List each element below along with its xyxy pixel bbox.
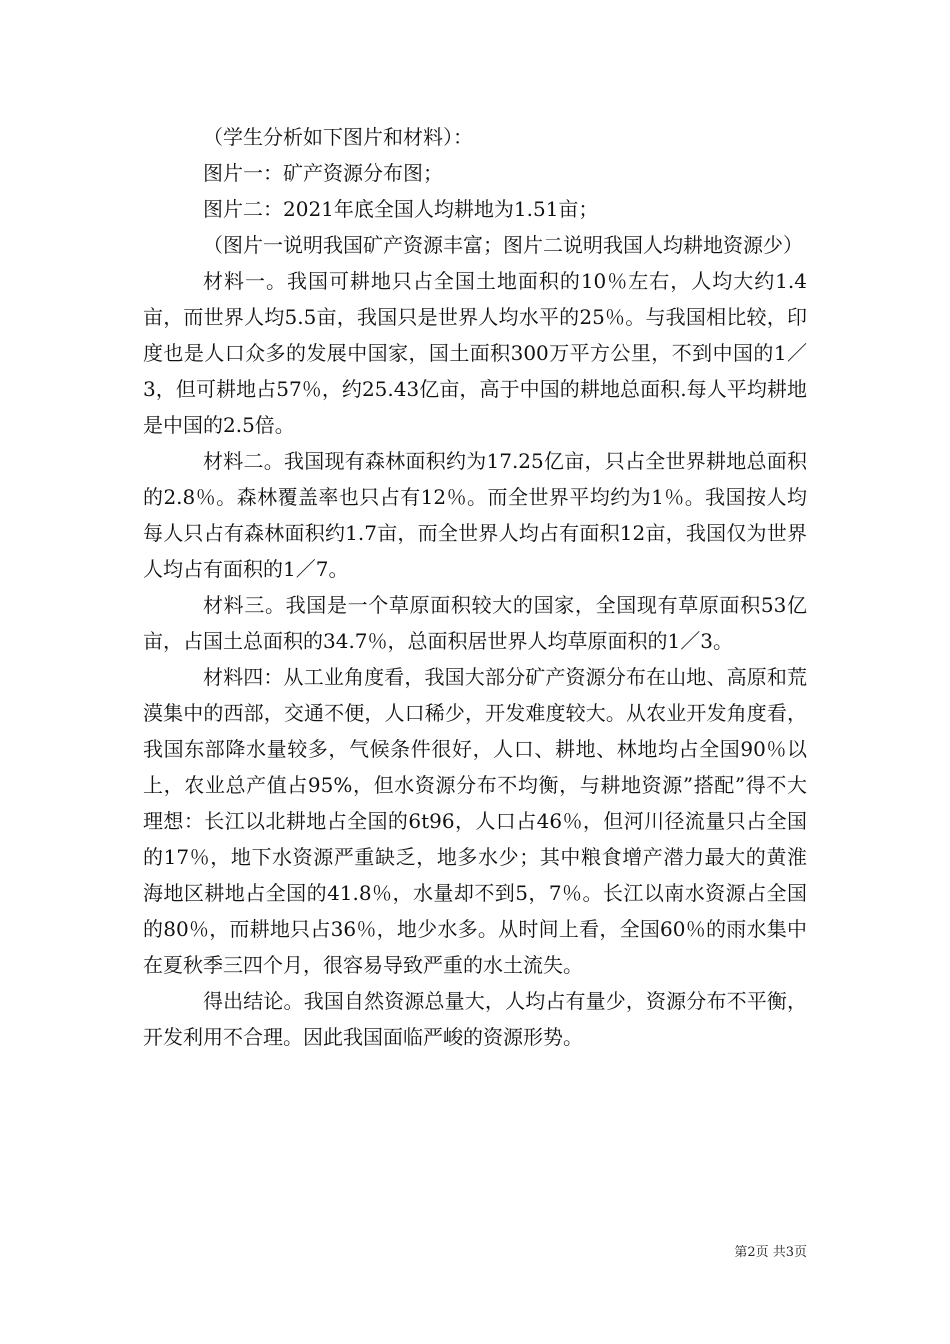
material-three-paragraph: 材料三。我国是一个草原面积较大的国家，全国现有草原面积53亿亩，占国土总面积的34.7％，总面积居世界人均草原面积的1／3。: [143, 593, 807, 653]
intro-paragraph: （学生分析如下图片和材料）：: [203, 125, 473, 149]
picture-explanation-paragraph: （图片一说明我国矿产资源丰富；图片二说明我国人均耕地资源少）: [203, 233, 803, 257]
material-one-paragraph: 材料一。我国可耕地只占全国土地面积的10％左右，人均大约1.4亩，而世界人均5.5亩，我国只是世界人均水平的25％。与我国相比较，印度也是人口众多的发展中国家，国土面积300万平方公里，不到中国的1／3，但可耕地占57％，约25.43亿亩，高于中国的耕地总面积.每人平均耕地是中国的2.5倍。: [143, 269, 807, 437]
document-body: [143, 119, 807, 1055]
material-four-paragraph: 材料四：从工业角度看，我国大部分矿产资源分布在山地、高原和荒漠集中的西部，交通不便，人口稀少，开发难度较大。从农业开发角度看，我国东部降水量较多，气候条件很好，人口、耕地、林地均占全国90％以上，农业总产值占95%，但水资源分布不均衡，与耕地资源”搭配”得不大理想：长江以北耕地占全国的6t96，人口占46％，但河川径流量只占全国的17％，地下水资源严重缺乏，地多水少；其中粮食增产潜力最大的黄淮海地区耕地占全国的41.8％，水量却不到5，7％。长江以南水资源占全国的80％，而耕地只占36％，地少水多。从时间上看，全国60％的雨水集中在夏秋季三四个月，很容易导致严重的水土流失。: [143, 665, 807, 977]
picture-one-paragraph: 图片一：矿产资源分布图；: [203, 161, 443, 185]
material-two-paragraph: 材料二。我国现有森林面积约为17.25亿亩，只占全世界耕地总面积的2.8％。森林覆盖率也只占有12％。而全世界平均约为1％。我国按人均每人只占有森林面积约1.7亩，而全世界人均占有面积12亩，我国仅为世界人均占有面积的1／7。: [143, 449, 807, 581]
picture-two-paragraph: 图片二：2021年底全国人均耕地为1.51亩；: [203, 197, 599, 221]
page-footer: 第2页 共3页: [734, 1245, 807, 1260]
conclusion-paragraph: 得出结论。我国自然资源总量大，人均占有量少，资源分布不平衡，开发利用不合理。因此我国面临严峻的资源形势。: [143, 989, 807, 1049]
